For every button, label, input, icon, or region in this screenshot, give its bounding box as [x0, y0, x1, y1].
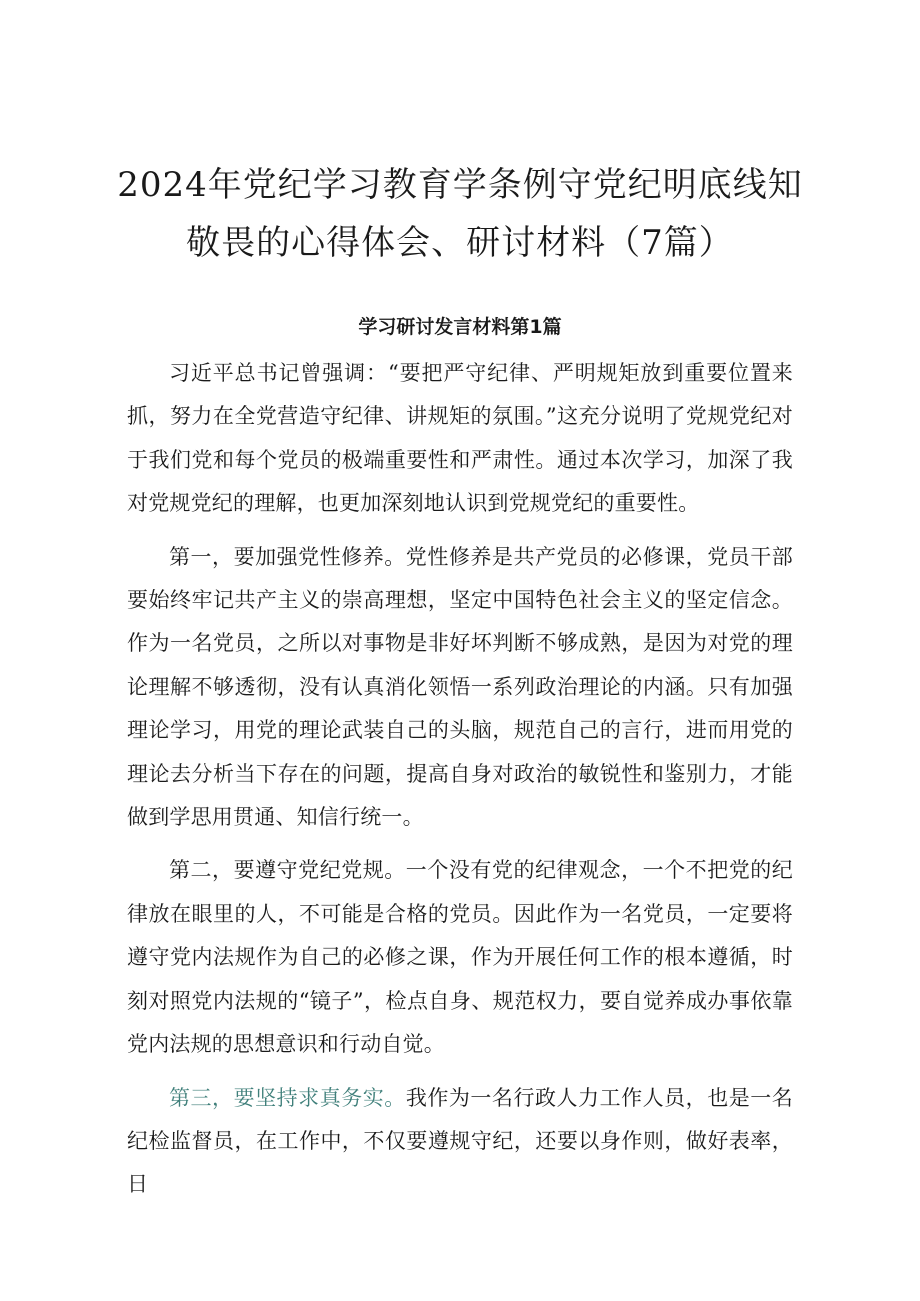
title-line-2: 敬畏的心得体会、研讨材料（7篇）: [186, 223, 734, 263]
title-line-1: 2024年党纪学习教育学条例守党纪明底线知: [117, 165, 803, 205]
paragraph-point-2: [127, 849, 793, 1066]
document-title: [100, 156, 820, 272]
highlighted-heading-text: 第三，要坚持求真务实。: [169, 1085, 406, 1110]
paragraph-point-1: [127, 536, 793, 840]
paragraph-intro: [127, 352, 793, 526]
paragraph-text: 第二，要遵守党纪党规。一个没有党的纪律观念，一个不把党的纪律放在眼里的人，不可能是合格的党员。因此作为一名党员，一定要将遵守党内法规作为自己的必修之课，作为开展任何工作的根本遵循，时刻对照党内法规的“镜子”，检点自身、规范权力，要自觉养成办事依靠党内法规的思想意识和行动自觉。: [127, 858, 793, 1057]
document-body: [127, 352, 793, 1217]
paragraph-text: 第一，要加强党性修养。党性修养是共产党员的必修课，党员干部要始终牢记共产主义的崇高理想，坚定中国特色社会主义的坚定信念。作为一名党员，之所以对事物是非好坏判断不够成熟，是因为对党的理论理解不够透彻，没有认真消化领悟一系列政治理论的内涵。只有加强理论学习，用党的理论武装自己的头脑，规范自己的言行，进而用党的理论去分析当下存在的问题，提高自身对政治的敏锐性和鉴别力，才能做到学思用贯通、知信行统一。: [127, 544, 793, 830]
section-heading: 学习研讨发言材料第1篇: [358, 316, 562, 338]
paragraph-text: 习近平总书记曾强调：“要把严守纪律、严明规矩放到重要位置来抓，努力在全党营造守纪律、讲规矩的氛围。”这充分说明了党规党纪对于我们党和每个党员的极端重要性和严肃性。通过本次学习，加深了我对党规党纪的理解，也更加深刻地认识到党规党纪的重要性。: [127, 361, 793, 516]
paragraph-point-3: [127, 1077, 793, 1207]
paragraph-text: 我作为一名行政人力工作人员，也是一名纪检监督员，在工作中，不仅要遵规守纪，还要以身作则，做好表率，日: [127, 1085, 793, 1197]
